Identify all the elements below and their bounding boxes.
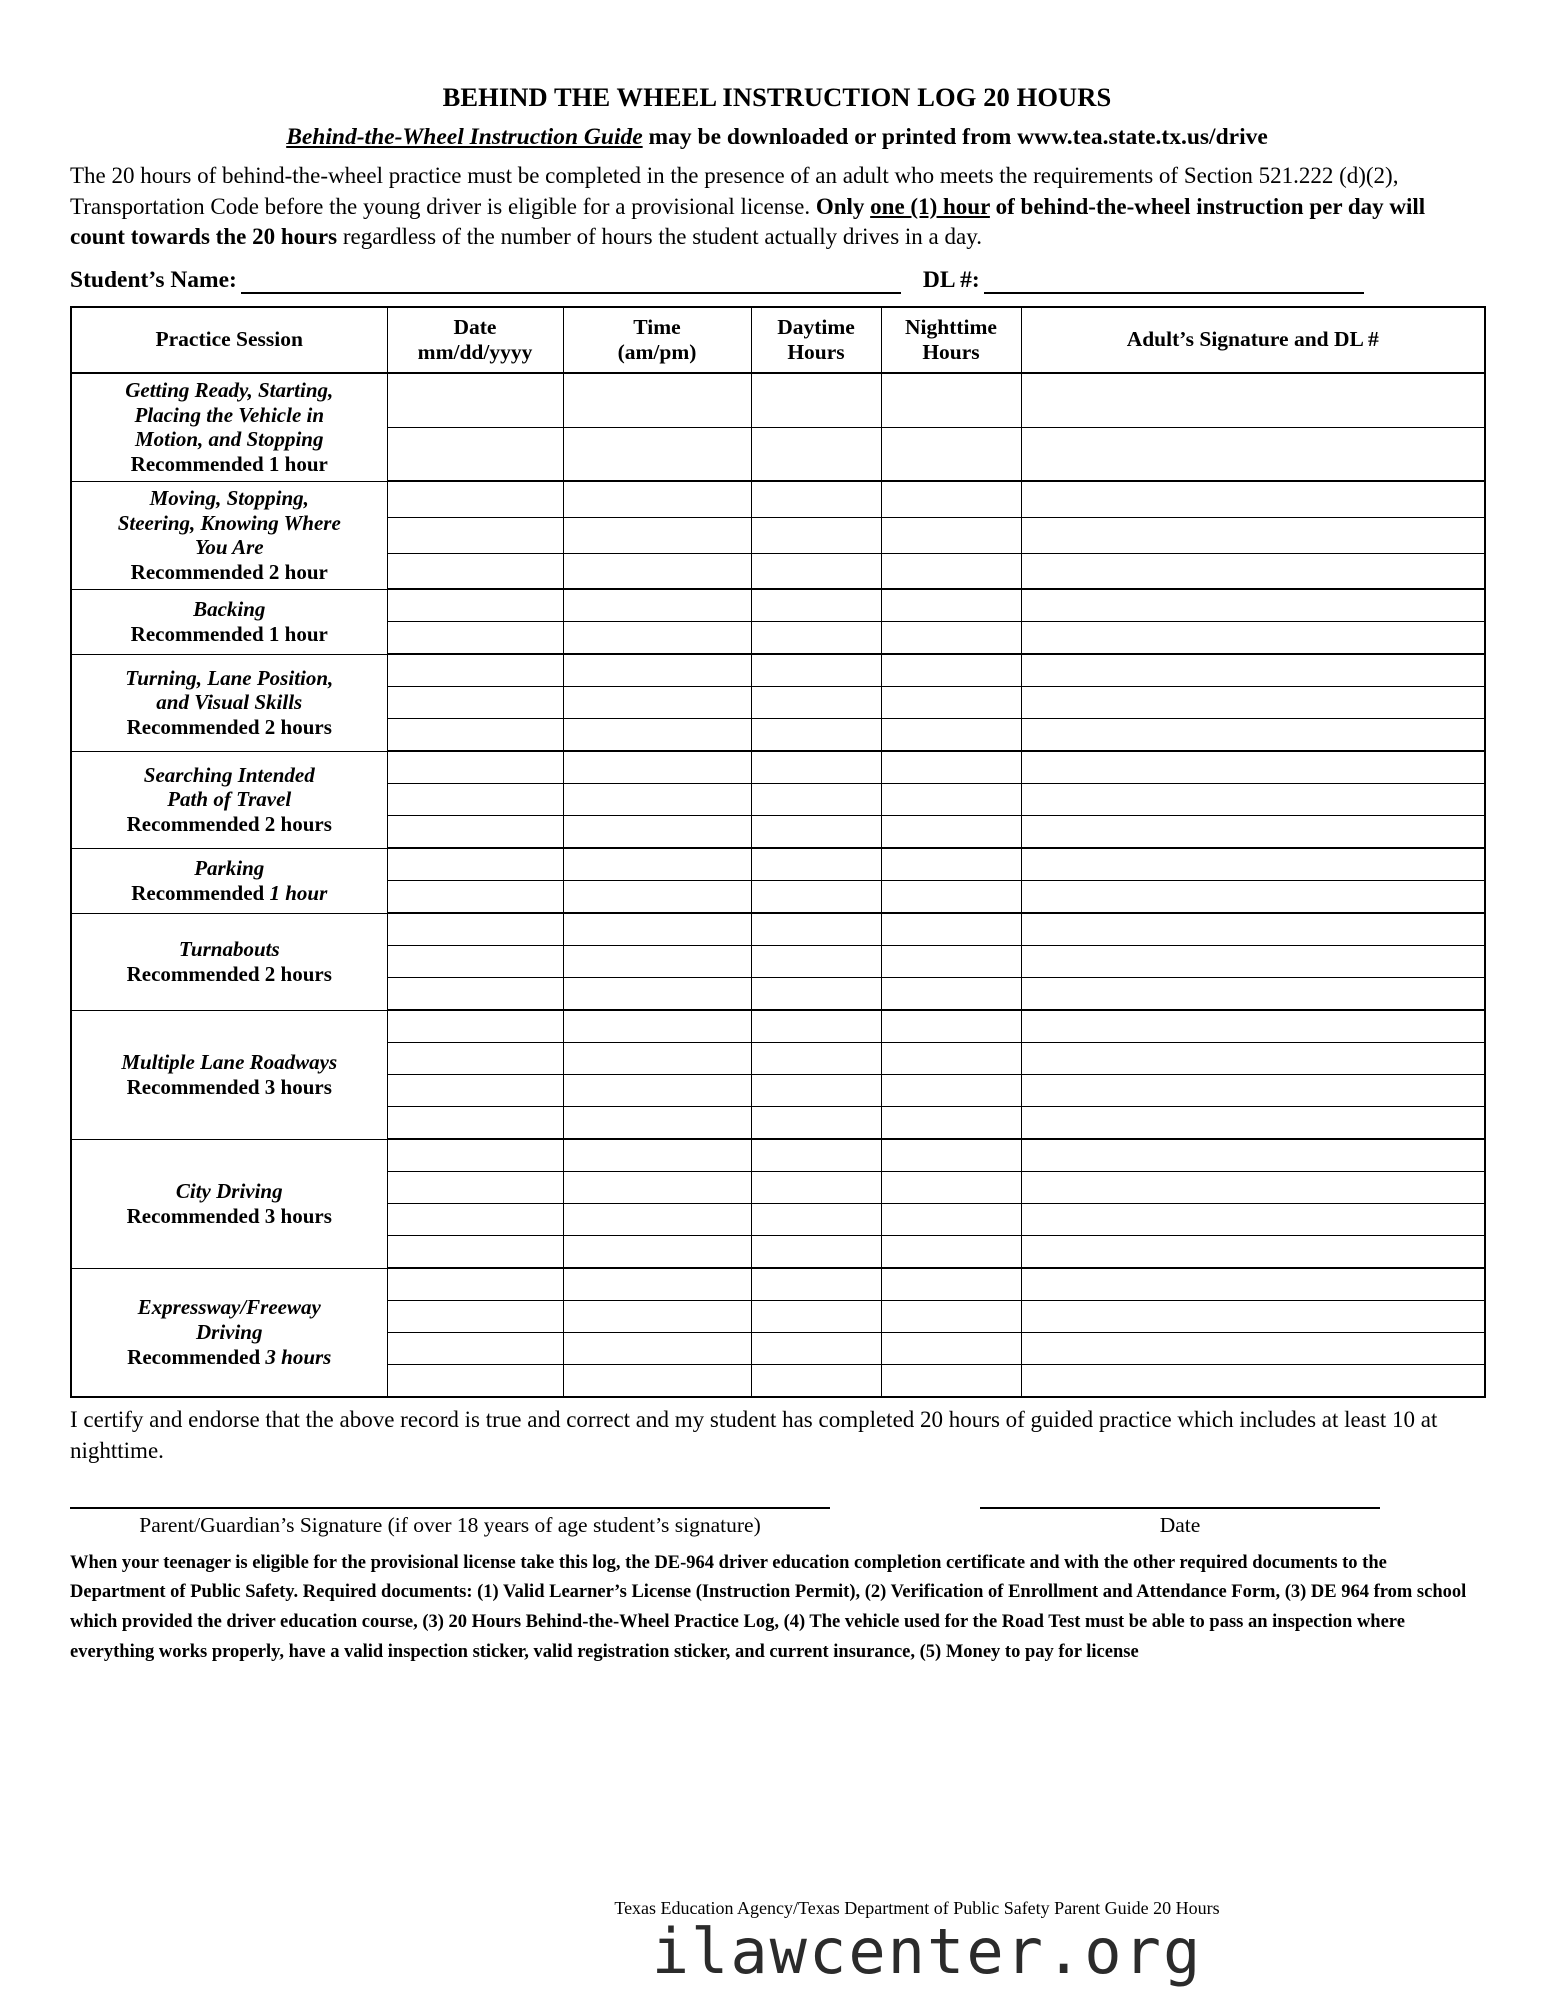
cell-date[interactable]	[387, 373, 563, 427]
cell-nighttime-hours[interactable]	[881, 481, 1021, 517]
col-header-date-line2: mm/dd/yyyy	[417, 339, 533, 364]
cell-daytime-hours[interactable]	[751, 1139, 881, 1172]
subtitle	[70, 113, 1484, 151]
cell-daytime-hours[interactable]	[751, 1107, 881, 1140]
agency-footer-text: Texas Education Agency/Texas Department of Public Safety Parent Guide 20 Hours	[614, 1898, 1220, 1918]
cell-date[interactable]	[387, 1107, 563, 1140]
cell-time[interactable]	[563, 1172, 751, 1204]
col-header-nighttime-line2: Hours	[922, 339, 980, 364]
cell-nighttime-hours[interactable]	[881, 687, 1021, 719]
cell-date[interactable]	[387, 427, 563, 481]
cell-time[interactable]	[563, 622, 751, 655]
cell-date[interactable]	[387, 1333, 563, 1365]
intro-text-3: regardless of the number of hours the student actually drives in a day.	[337, 224, 982, 250]
cell-date[interactable]	[387, 881, 563, 914]
cell-adult-signature[interactable]	[1021, 784, 1485, 816]
cell-date[interactable]	[387, 1301, 563, 1333]
intro-paragraph	[70, 151, 1484, 253]
cell-daytime-hours[interactable]	[751, 848, 881, 881]
session-title-line: You Are	[194, 535, 264, 560]
cell-adult-signature[interactable]	[1021, 481, 1485, 517]
session-label-cell	[71, 1268, 387, 1397]
cell-daytime-hours[interactable]	[751, 978, 881, 1011]
cell-daytime-hours[interactable]	[751, 687, 881, 719]
cell-nighttime-hours[interactable]	[881, 719, 1021, 752]
cell-time[interactable]	[563, 481, 751, 517]
cell-time[interactable]	[563, 373, 751, 427]
session-title-line: Expressway/Freeway	[137, 1295, 321, 1320]
session-recommended-text: Recommended 2 hours	[126, 961, 332, 986]
session-recommended-text: Recommended	[131, 880, 270, 905]
guide-name-text: Behind-the-Wheel Instruction Guide	[286, 124, 643, 150]
cell-nighttime-hours[interactable]	[881, 881, 1021, 914]
cell-adult-signature[interactable]	[1021, 1172, 1485, 1204]
session-label-cell	[71, 481, 387, 589]
cell-nighttime-hours[interactable]	[881, 848, 1021, 881]
session-title-line: Searching Intended	[143, 762, 315, 787]
cell-nighttime-hours[interactable]	[881, 1043, 1021, 1075]
session-recommended-text: Recommended 1 hour	[130, 621, 328, 646]
cell-adult-signature[interactable]	[1021, 518, 1485, 554]
session-recommended-text: Recommended 1 hour	[130, 452, 328, 477]
session-label-cell	[71, 1010, 387, 1139]
cell-adult-signature[interactable]	[1021, 1268, 1485, 1301]
cell-daytime-hours[interactable]	[751, 816, 881, 849]
table-header-row	[71, 307, 1485, 373]
cell-nighttime-hours[interactable]	[881, 1075, 1021, 1107]
legal-instructions-text: When your teenager is eligible for the provisional license take this log, the DE-964 driver education completion certificate and with the other required documents to the Department of Public Safety. Required documents: (1) Valid Learner’s License (Instruction Permit), (2) Verification of Enrollment and Attendance Form, (3) DE 964 from school which provided the driver education course, (3) 20 Hours Behind-the-Wheel Practice Log, (4) The vehicle used for the Road Test must be able to pass an inspection where everything works properly, have a valid inspection sticker, valid registration sticker, and current insurance, (5) Money to pay for license	[70, 1552, 1467, 1663]
session-label-cell	[71, 1139, 387, 1268]
session-title-line: Turning, Lane Position,	[125, 665, 334, 690]
student-name-label: Student’s Name:	[70, 266, 237, 293]
cell-adult-signature[interactable]	[1021, 978, 1485, 1011]
cell-daytime-hours[interactable]	[751, 1172, 881, 1204]
cell-nighttime-hours[interactable]	[881, 978, 1021, 1011]
cell-date[interactable]	[387, 518, 563, 554]
certification-text: I certify and endorse that the above record is true and correct and my student has completed 20 hours of guided practice which includes at least 10 at nighttime.	[70, 1407, 1438, 1463]
cell-date[interactable]	[387, 719, 563, 752]
cell-nighttime-hours[interactable]	[881, 1333, 1021, 1365]
cell-adult-signature[interactable]	[1021, 1236, 1485, 1269]
cell-nighttime-hours[interactable]	[881, 816, 1021, 849]
cell-nighttime-hours[interactable]	[881, 654, 1021, 687]
cell-time[interactable]	[563, 1139, 751, 1172]
table-row	[71, 654, 1485, 687]
cell-adult-signature[interactable]	[1021, 622, 1485, 655]
cell-daytime-hours[interactable]	[751, 1236, 881, 1269]
session-recommended-text: Recommended 3 hours	[126, 1203, 332, 1228]
cell-time[interactable]	[563, 553, 751, 589]
cell-nighttime-hours[interactable]	[881, 589, 1021, 622]
cell-date[interactable]	[387, 1236, 563, 1269]
cell-time[interactable]	[563, 518, 751, 554]
cell-date[interactable]	[387, 913, 563, 946]
cell-adult-signature[interactable]	[1021, 719, 1485, 752]
col-header-daytime-line1: Daytime	[777, 314, 855, 339]
cell-adult-signature[interactable]	[1021, 373, 1485, 427]
table-row	[71, 848, 1485, 881]
session-title-line: Driving	[195, 1320, 263, 1345]
session-recommended-text: Recommended	[127, 1344, 266, 1369]
session-title-line: and Visual Skills	[156, 690, 303, 715]
session-title-line: Moving, Stopping,	[149, 485, 309, 510]
cell-adult-signature[interactable]	[1021, 1107, 1485, 1140]
session-title-line: Multiple Lane Roadways	[121, 1050, 338, 1075]
cell-time[interactable]	[563, 1333, 751, 1365]
col-header-nighttime-hours	[881, 307, 1021, 373]
session-recommended-emphasis: 1 hour	[269, 880, 328, 905]
session-recommended-emphasis: 3 hours	[265, 1344, 332, 1369]
cell-time[interactable]	[563, 1107, 751, 1140]
cell-nighttime-hours[interactable]	[881, 784, 1021, 816]
cell-adult-signature[interactable]	[1021, 946, 1485, 978]
practice-log-body	[71, 373, 1485, 1398]
table-row	[71, 481, 1485, 517]
cell-time[interactable]	[563, 751, 751, 784]
cell-daytime-hours[interactable]	[751, 373, 881, 427]
cell-time[interactable]	[563, 978, 751, 1011]
cell-time[interactable]	[563, 1075, 751, 1107]
date-signature-block	[980, 1505, 1380, 1538]
cell-time[interactable]	[563, 784, 751, 816]
col-header-practice-session-line1: Practice Session	[155, 327, 303, 352]
cell-nighttime-hours[interactable]	[881, 1010, 1021, 1043]
cell-nighttime-hours[interactable]	[881, 1268, 1021, 1301]
cell-daytime-hours[interactable]	[751, 784, 881, 816]
col-header-practice-session	[71, 307, 387, 373]
cell-adult-signature[interactable]	[1021, 553, 1485, 589]
cell-daytime-hours[interactable]	[751, 654, 881, 687]
cell-time[interactable]	[563, 848, 751, 881]
col-header-adult-signature	[1021, 307, 1485, 373]
practice-log-table	[70, 306, 1486, 1399]
session-recommended-hours	[78, 1204, 381, 1229]
cell-adult-signature[interactable]	[1021, 816, 1485, 849]
session-recommended-hours	[78, 715, 381, 740]
parent-signature-block	[70, 1505, 830, 1538]
session-recommended-text: Recommended 2 hour	[130, 560, 328, 585]
cell-date[interactable]	[387, 784, 563, 816]
session-title-line: Placing the Vehicle in	[134, 402, 325, 427]
table-row	[71, 1139, 1485, 1172]
cell-daytime-hours[interactable]	[751, 719, 881, 752]
table-row	[71, 751, 1485, 784]
cell-nighttime-hours[interactable]	[881, 553, 1021, 589]
cell-adult-signature[interactable]	[1021, 589, 1485, 622]
cell-daytime-hours[interactable]	[751, 1075, 881, 1107]
cell-time[interactable]	[563, 1204, 751, 1236]
cell-date[interactable]	[387, 481, 563, 517]
session-recommended-hours	[78, 812, 381, 837]
cell-daytime-hours[interactable]	[751, 1204, 881, 1236]
cell-adult-signature[interactable]	[1021, 1043, 1485, 1075]
cell-time[interactable]	[563, 1268, 751, 1301]
col-header-date-line1: Date	[453, 314, 497, 339]
col-header-daytime-hours	[751, 307, 881, 373]
session-label-cell	[71, 913, 387, 1010]
cell-date[interactable]	[387, 1075, 563, 1107]
table-row	[71, 913, 1485, 946]
session-recommended-text: Recommended 2 hours	[126, 715, 332, 740]
session-title-line: City Driving	[175, 1179, 283, 1204]
cell-daytime-hours[interactable]	[751, 1043, 881, 1075]
intro-only-text: Only	[815, 193, 871, 219]
cell-date[interactable]	[387, 1365, 563, 1398]
cell-daytime-hours[interactable]	[751, 1301, 881, 1333]
cell-time[interactable]	[563, 816, 751, 849]
cell-date[interactable]	[387, 687, 563, 719]
cell-adult-signature[interactable]	[1021, 427, 1485, 481]
cell-time[interactable]	[563, 881, 751, 914]
parent-signature-caption: Parent/Guardian’s Signature (if over 18 years of age student’s signature)	[139, 1512, 761, 1537]
cell-date[interactable]	[387, 589, 563, 622]
cell-time[interactable]	[563, 687, 751, 719]
cell-date[interactable]	[387, 1010, 563, 1043]
cell-time[interactable]	[563, 1365, 751, 1398]
cell-adult-signature[interactable]	[1021, 1139, 1485, 1172]
col-header-time-line1: Time	[633, 314, 681, 339]
cell-date[interactable]	[387, 622, 563, 655]
session-recommended-text: Recommended 2 hours	[126, 812, 332, 837]
cell-date[interactable]	[387, 848, 563, 881]
session-recommended-hours	[78, 560, 381, 585]
cell-time[interactable]	[563, 589, 751, 622]
cell-time[interactable]	[563, 654, 751, 687]
cell-adult-signature[interactable]	[1021, 687, 1485, 719]
cell-nighttime-hours[interactable]	[881, 1301, 1021, 1333]
cell-nighttime-hours[interactable]	[881, 946, 1021, 978]
cell-adult-signature[interactable]	[1021, 654, 1485, 687]
cell-time[interactable]	[563, 719, 751, 752]
session-title-line: Turnabouts	[178, 937, 280, 962]
session-label-cell	[71, 589, 387, 654]
cell-date[interactable]	[387, 1268, 563, 1301]
cell-daytime-hours[interactable]	[751, 622, 881, 655]
cell-nighttime-hours[interactable]	[881, 913, 1021, 946]
session-recommended-hours	[78, 881, 381, 906]
session-title-line: Getting Ready, Starting,	[125, 377, 334, 402]
cell-daytime-hours[interactable]	[751, 881, 881, 914]
cell-time[interactable]	[563, 1301, 751, 1333]
page-title: BEHIND THE WHEEL INSTRUCTION LOG 20 HOURS	[442, 82, 1112, 112]
session-recommended-hours	[78, 452, 381, 477]
session-recommended-hours	[78, 1075, 381, 1100]
session-recommended-text: Recommended 3 hours	[126, 1074, 332, 1099]
cell-nighttime-hours[interactable]	[881, 1172, 1021, 1204]
cell-adult-signature[interactable]	[1021, 751, 1485, 784]
cell-adult-signature[interactable]	[1021, 913, 1485, 946]
cell-daytime-hours[interactable]	[751, 589, 881, 622]
cell-daytime-hours[interactable]	[751, 1010, 881, 1043]
table-row	[71, 1268, 1485, 1301]
student-identity-row	[70, 253, 1484, 294]
cell-date[interactable]	[387, 1139, 563, 1172]
cell-nighttime-hours[interactable]	[881, 373, 1021, 427]
cell-daytime-hours[interactable]	[751, 1333, 881, 1365]
col-header-daytime-line2: Hours	[787, 339, 845, 364]
cell-nighttime-hours[interactable]	[881, 751, 1021, 784]
session-recommended-hours	[78, 622, 381, 647]
cell-daytime-hours[interactable]	[751, 1268, 881, 1301]
cell-date[interactable]	[387, 946, 563, 978]
cell-daytime-hours[interactable]	[751, 913, 881, 946]
session-title-line: Parking	[194, 856, 265, 881]
cell-nighttime-hours[interactable]	[881, 1139, 1021, 1172]
cell-daytime-hours[interactable]	[751, 427, 881, 481]
table-row	[71, 1010, 1485, 1043]
session-recommended-hours	[78, 962, 381, 987]
session-title-line: Path of Travel	[167, 787, 292, 812]
intro-text-1: The 20 hours of behind-the-wheel practice must be completed in the presence of an adult who meets the requirements of Section 521.222 (d)(2), Transportation Code before the young driver is eligible for a provisional license.	[70, 163, 1399, 219]
cell-adult-signature[interactable]	[1021, 1010, 1485, 1043]
cell-date[interactable]	[387, 816, 563, 849]
session-title-line: Motion, and Stopping	[135, 427, 324, 452]
cell-time[interactable]	[563, 1236, 751, 1269]
subtitle-rest-text: may be downloaded or printed from www.tea.state.tx.us/drive	[642, 124, 1268, 150]
student-name-input[interactable]	[241, 271, 901, 294]
session-title-line: Backing	[193, 597, 266, 622]
cell-daytime-hours[interactable]	[751, 1365, 881, 1398]
session-label-cell	[71, 373, 387, 482]
col-header-nighttime-line1: Nighttime	[905, 314, 997, 339]
signature-date-caption: Date	[1159, 1512, 1201, 1537]
cell-adult-signature[interactable]	[1021, 1365, 1485, 1398]
cell-nighttime-hours[interactable]	[881, 1204, 1021, 1236]
cell-adult-signature[interactable]	[1021, 1333, 1485, 1365]
cell-daytime-hours[interactable]	[751, 518, 881, 554]
watermark	[0, 1915, 1554, 1988]
cell-nighttime-hours[interactable]	[881, 427, 1021, 481]
cell-time[interactable]	[563, 427, 751, 481]
cell-time[interactable]	[563, 946, 751, 978]
cell-date[interactable]	[387, 553, 563, 589]
cell-daytime-hours[interactable]	[751, 751, 881, 784]
cell-adult-signature[interactable]	[1021, 881, 1485, 914]
cell-daytime-hours[interactable]	[751, 946, 881, 978]
cell-nighttime-hours[interactable]	[881, 518, 1021, 554]
cell-time[interactable]	[563, 913, 751, 946]
cell-date[interactable]	[387, 1204, 563, 1236]
cell-nighttime-hours[interactable]	[881, 622, 1021, 655]
cell-date[interactable]	[387, 978, 563, 1011]
cell-nighttime-hours[interactable]	[881, 1107, 1021, 1140]
watermark-text: ilawcenter.org	[651, 1915, 1203, 1988]
col-header-time-line2: (am/pm)	[617, 339, 697, 364]
cell-daytime-hours[interactable]	[751, 481, 881, 517]
table-row	[71, 373, 1485, 427]
cell-date[interactable]	[387, 654, 563, 687]
cell-nighttime-hours[interactable]	[881, 1365, 1021, 1398]
cell-date[interactable]	[387, 751, 563, 784]
intro-one-hour-text: one (1) hour	[870, 193, 990, 219]
dl-number-input[interactable]	[984, 271, 1364, 294]
cell-adult-signature[interactable]	[1021, 1204, 1485, 1236]
table-row	[71, 589, 1485, 622]
dl-number-label: DL #:	[922, 266, 980, 293]
signature-row	[70, 1467, 1484, 1538]
cell-nighttime-hours[interactable]	[881, 1236, 1021, 1269]
cell-time[interactable]	[563, 1043, 751, 1075]
cell-adult-signature[interactable]	[1021, 1075, 1485, 1107]
cell-adult-signature[interactable]	[1021, 1301, 1485, 1333]
session-label-cell	[71, 848, 387, 913]
session-recommended-hours	[78, 1345, 381, 1370]
cell-adult-signature[interactable]	[1021, 848, 1485, 881]
session-label-cell	[71, 751, 387, 848]
session-label-cell	[71, 654, 387, 751]
cell-date[interactable]	[387, 1043, 563, 1075]
col-header-date	[387, 307, 563, 373]
session-title-line: Steering, Knowing Where	[117, 510, 341, 535]
col-header-adult-signature-line1: Adult’s Signature and DL #	[1126, 327, 1379, 352]
col-header-time	[563, 307, 751, 373]
cell-date[interactable]	[387, 1172, 563, 1204]
intro-text-2: of behind-the-wheel instruction per day will count towards the 20 hours	[70, 193, 1426, 250]
cell-time[interactable]	[563, 1010, 751, 1043]
cell-daytime-hours[interactable]	[751, 553, 881, 589]
